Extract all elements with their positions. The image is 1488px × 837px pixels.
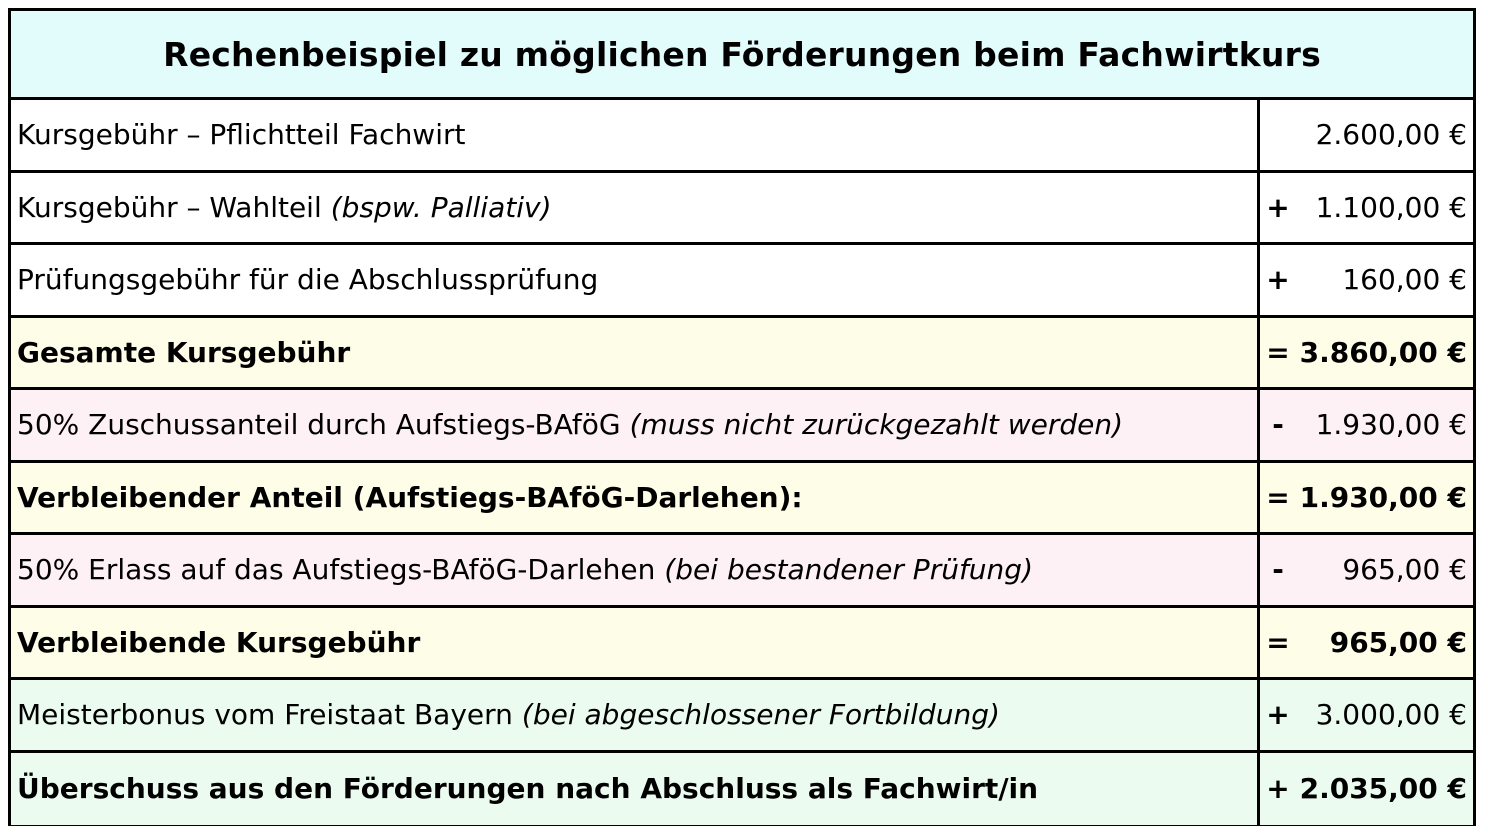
row-amount: 3.000,00 €: [1315, 698, 1467, 732]
row-label: Überschuss aus den Förderungen nach Abschluss als Fachwirt/in: [17, 772, 1039, 806]
row-label-cell: [11, 100, 1260, 170]
row-value-cell: [1260, 608, 1473, 678]
row-label: Gesamte Kursgebühr: [17, 335, 351, 369]
table-row: [11, 535, 1473, 608]
row-amount: 965,00 €: [1342, 553, 1467, 587]
row-label: Meisterbonus vom Freistaat Bayern: [17, 698, 513, 732]
row-operator: +: [1266, 263, 1290, 297]
row-amount: 1.930,00 €: [1315, 408, 1467, 442]
row-operator: =: [1266, 335, 1290, 369]
row-label-cell: [11, 680, 1260, 750]
row-operator: +: [1266, 698, 1290, 732]
row-label: Verbleibende Kursgebühr: [17, 625, 421, 659]
row-label-cell: [11, 173, 1260, 243]
row-label: Prüfungsgebühr für die Abschlussprüfung: [17, 263, 599, 297]
row-label-cell: [11, 608, 1260, 678]
row-value-cell: [1260, 463, 1473, 533]
table-row: [11, 753, 1473, 826]
row-note: (muss nicht zurückgezahlt werden): [629, 408, 1124, 442]
row-amount: 2.600,00 €: [1315, 118, 1467, 152]
row-value-cell: [1260, 390, 1473, 460]
row-label-cell: [11, 318, 1260, 388]
row-operator: +: [1266, 190, 1290, 224]
row-operator: -: [1272, 408, 1284, 442]
row-label-cell: [11, 535, 1260, 605]
row-value-cell: [1260, 245, 1473, 315]
row-note: (bspw. Palliativ): [330, 190, 552, 224]
row-amount: 1.100,00 €: [1315, 190, 1467, 224]
row-note: (bei bestandener Prüfung): [664, 553, 1033, 587]
table-row: [11, 390, 1473, 463]
row-label: 50% Erlass auf das Aufstiegs-BAföG-Darlehen: [17, 553, 656, 587]
row-label-cell: [11, 245, 1260, 315]
row-label-cell: [11, 753, 1260, 826]
row-value-cell: [1260, 753, 1473, 826]
row-value-cell: [1260, 100, 1473, 170]
row-value-cell: [1260, 173, 1473, 243]
row-label: Verbleibender Anteil (Aufstiegs-BAföG-Darlehen):: [17, 480, 803, 514]
row-label: Kursgebühr – Wahlteil: [17, 190, 322, 224]
calculation-table: [8, 8, 1476, 826]
row-value-cell: [1260, 680, 1473, 750]
table-row: [11, 680, 1473, 753]
row-operator: =: [1266, 625, 1290, 659]
row-operator: -: [1272, 553, 1284, 587]
table-row: [11, 173, 1473, 246]
table-row: [11, 608, 1473, 681]
table-row: [11, 318, 1473, 391]
row-amount: 965,00 €: [1329, 625, 1467, 659]
row-label: 50% Zuschussanteil durch Aufstiegs-BAföG: [17, 408, 621, 442]
row-label-cell: [11, 463, 1260, 533]
row-label-cell: [11, 390, 1260, 460]
row-amount: 1.930,00 €: [1299, 480, 1467, 514]
row-operator: +: [1266, 772, 1290, 806]
row-amount: 2.035,00 €: [1299, 772, 1467, 806]
row-label: Kursgebühr – Pflichtteil Fachwirt: [17, 118, 466, 152]
row-operator: =: [1266, 480, 1290, 514]
table-row: [11, 100, 1473, 173]
row-note: (bei abgeschlossener Fortbildung): [521, 698, 1000, 732]
table-row: [11, 463, 1473, 536]
row-value-cell: [1260, 318, 1473, 388]
table-row: [11, 245, 1473, 318]
table-title: Rechenbeispiel zu möglichen Förderungen beim Fachwirtkurs: [11, 11, 1473, 100]
row-amount: 160,00 €: [1342, 263, 1467, 297]
row-amount: 3.860,00 €: [1299, 335, 1467, 369]
row-value-cell: [1260, 535, 1473, 605]
